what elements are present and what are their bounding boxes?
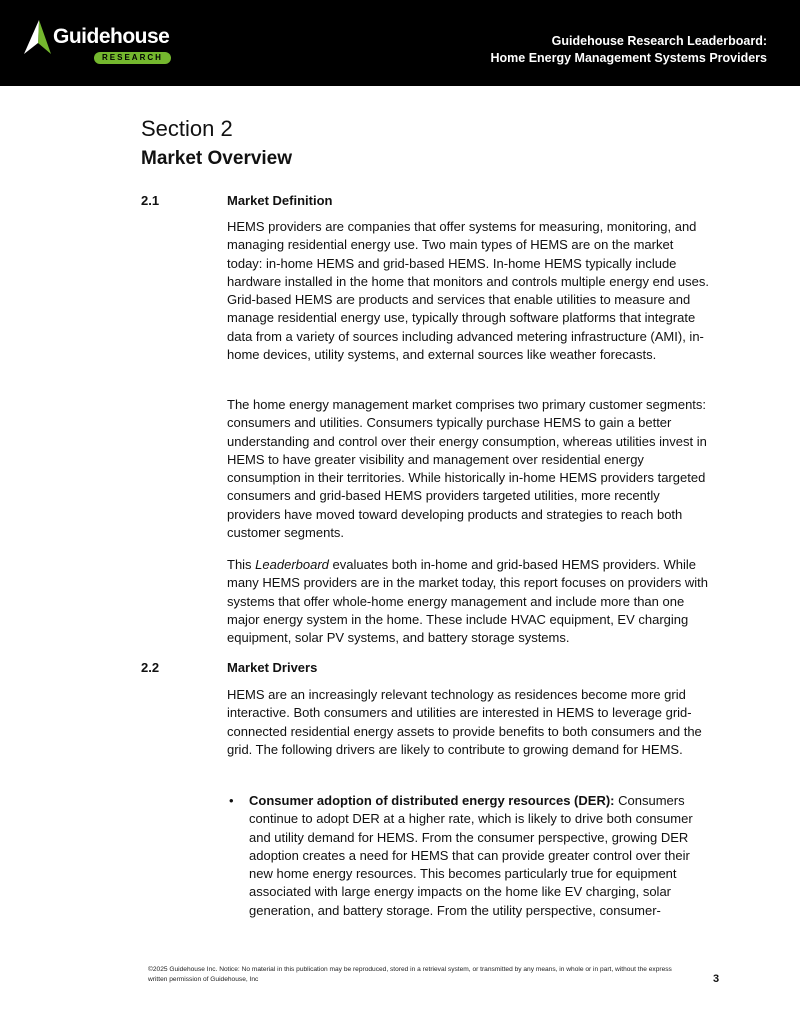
subsection-title-market-drivers: Market Drivers bbox=[227, 660, 318, 675]
paragraph-market-definition-2: The home energy management market comprises two primary customer segments: consumers and utilities. Consumers typically purchase HEMS to gain a better understanding and control over their energy consumption, whereas utilities invest in HEMS to have greater visibility and management over residential energy consumption in their territories. While historically in-home HEMS providers targeted consumers and grid-based HEMS providers targeted utilities, more recently providers have moved toward developing products and strategies to reach both customer segments. bbox=[227, 397, 707, 541]
copyright-notice: ©2025 Guidehouse Inc. Notice: No material in this publication may be reproduced, stored in a retrieval system, or transmitted by any means, in whole or in part, without the express written permission of Guidehouse, Inc bbox=[148, 966, 672, 983]
bullet-der-adoption bbox=[249, 792, 711, 920]
leaderboard-italic: Leaderboard bbox=[255, 557, 329, 572]
report-title bbox=[491, 33, 768, 67]
report-title-line-1: Guidehouse Research Leaderboard: bbox=[551, 34, 767, 48]
page-header bbox=[0, 0, 800, 86]
paragraph-text: evaluates both in-home and grid-based HEMS providers. While many HEMS providers are in the market today, this report focuses on providers with systems that offer whole-home energy management and include more than one major energy system in the home. These include HVAC equipment, EV charging equipment, solar PV systems, and battery storage systems. bbox=[227, 557, 708, 646]
paragraph-market-definition-3 bbox=[227, 556, 709, 647]
subsection-title-market-definition: Market Definition bbox=[227, 193, 333, 208]
logo-research-badge: RESEARCH bbox=[94, 52, 171, 64]
paragraph-market-drivers-1: HEMS are an increasingly relevant technology as residences become more grid interactive. Both consumers and utilities are interested in HEMS to leverage grid-connected residential energy assets to provide benefits to both consumers and the grid. The following drivers are likely to contribute to growing demand for HEMS. bbox=[227, 687, 702, 757]
bullet-body: Consumers continue to adopt DER at a higher rate, which is likely to drive both consumer and utility demand for HEMS. From the consumer perspective, growing DER adoption creates a need for HEMS that can provide greater control over their new home energy resources. This becomes particularly true for equipment associated with large energy impacts on the home like EV charging, solar generation, and battery storage. From the utility perspective, consumer- bbox=[249, 793, 693, 918]
logo-wordmark: Guidehouse bbox=[53, 25, 170, 48]
bullet-icon: • bbox=[229, 793, 234, 808]
paragraph-text: This bbox=[227, 557, 256, 572]
guidehouse-triangle-logo-icon bbox=[24, 20, 52, 56]
guidehouse-logo bbox=[24, 20, 170, 64]
report-title-line-2: Home Energy Management Systems Providers bbox=[490, 51, 767, 65]
paragraph-market-definition-1: HEMS providers are companies that offer systems for measuring, monitoring, and managing residential energy use. Two main types of HEMS are on the market today: in-home HEMS and grid-based HEMS. In-home HEMS typically include hardware installed in the home that monitors and controls multiple energy end uses. Grid-based HEMS are products and services that enable utilities to measure and manage residential energy use, typically through software platforms that integrate data from a variety of sources including advanced metering infrastructure (AMI), in-home devices, utility systems, and external sources like weather forecasts. bbox=[227, 219, 709, 363]
page-number: 3 bbox=[713, 973, 720, 985]
subsection-number-2-2: 2.2 bbox=[141, 660, 160, 675]
subsection-number-2-1: 2.1 bbox=[141, 193, 160, 208]
section-label: Section 2 bbox=[141, 116, 233, 141]
bullet-heading: Consumer adoption of distributed energy resources (DER): bbox=[249, 793, 615, 808]
section-title: Market Overview bbox=[141, 148, 293, 169]
